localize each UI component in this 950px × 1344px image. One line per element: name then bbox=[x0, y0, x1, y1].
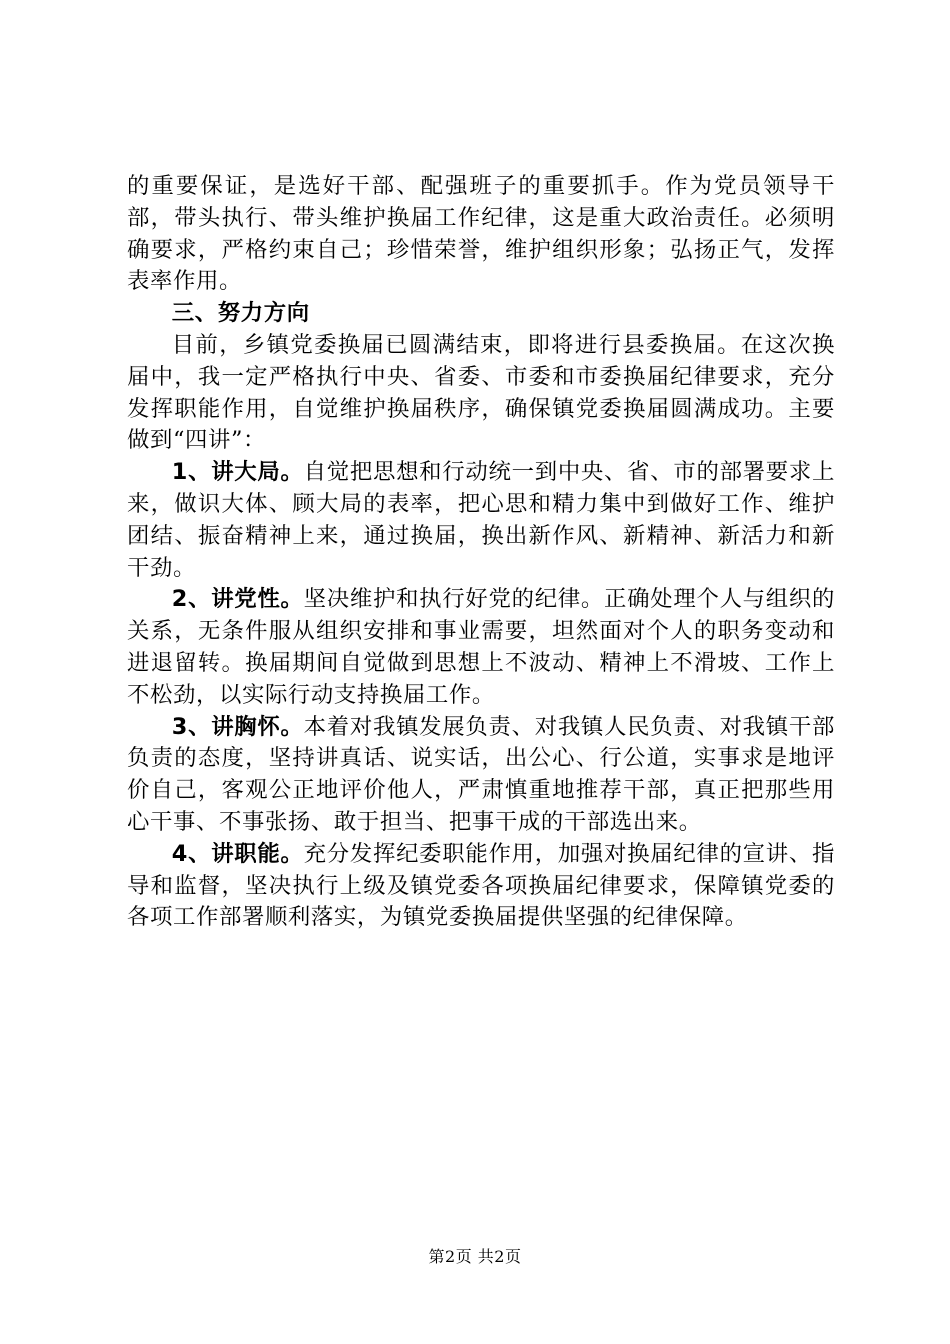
paragraph-continuation: 的重要保证，是选好干部、配强班子的重要抓手。作为党员领导干部，带头执行、带头维护换届工作纪律，这是重大政治责任。必须明确要求，严格约束自己；珍惜荣誉，维护组织形象；弘扬正气，发挥表率作用。 bbox=[127, 173, 835, 295]
paragraph-intro: 目前，乡镇党委换届已圆满结束，即将进行县委换届。在这次换届中，我一定严格执行中央、省委、市委和市委换届纪律要求，充分发挥职能作用，自觉维护换届秩序，确保镇党委换届圆满成功。主要做到“四讲”： bbox=[127, 331, 835, 454]
page-number-label: 第2页 共2页 bbox=[428, 1247, 522, 1266]
paragraph-item-4 bbox=[127, 839, 835, 934]
paragraph-item-2 bbox=[127, 584, 835, 711]
item-lead-4: 4、讲职能。 bbox=[171, 840, 304, 867]
item-text-2: 坚决维护和执行好党的纪律。正确处理个人与组织的关系，无条件服从组织安排和事业需要，坦然面对个人的职务变动和进退留转。换届期间自觉做到思想上不波动、精神上不滑坡、工作上不松劲，以实际行动支持换届工作。 bbox=[127, 586, 835, 708]
item-text-3: 本着对我镇发展负责、对我镇人民负责、对我镇干部负责的态度，坚持讲真话、说实话，出公心、行公道，实事求是地评价自己，客观公正地评价他人，严肃慎重地推荐干部，真正把那些用心干事、不事张扬、敢于担当、把事干成的干部选出来。 bbox=[127, 713, 835, 835]
item-lead-1: 1、讲大局。 bbox=[171, 459, 304, 486]
document-body bbox=[127, 171, 835, 934]
section-heading: 三、努力方向 bbox=[171, 300, 310, 327]
page-footer bbox=[0, 1244, 950, 1267]
paragraph-item-1 bbox=[127, 457, 835, 584]
item-text-1: 自觉把思想和行动统一到中央、省、市的部署要求上来，做识大体、顾大局的表率，把心思和精力集中到做好工作、维护团结、振奋精神上来，通过换届，换出新作风、新精神、新活力和新干劲。 bbox=[127, 459, 835, 581]
paragraph-item-3 bbox=[127, 712, 835, 839]
item-lead-3: 3、讲胸怀。 bbox=[171, 713, 304, 740]
item-text-4: 充分发挥纪委职能作用，加强对换届纪律的宣讲、指导和监督，坚决执行上级及镇党委各项换届纪律要求，保障镇党委的各项工作部署顺利落实，为镇党委换届提供坚强的纪律保障。 bbox=[127, 840, 835, 931]
item-lead-2: 2、讲党性。 bbox=[171, 586, 304, 613]
